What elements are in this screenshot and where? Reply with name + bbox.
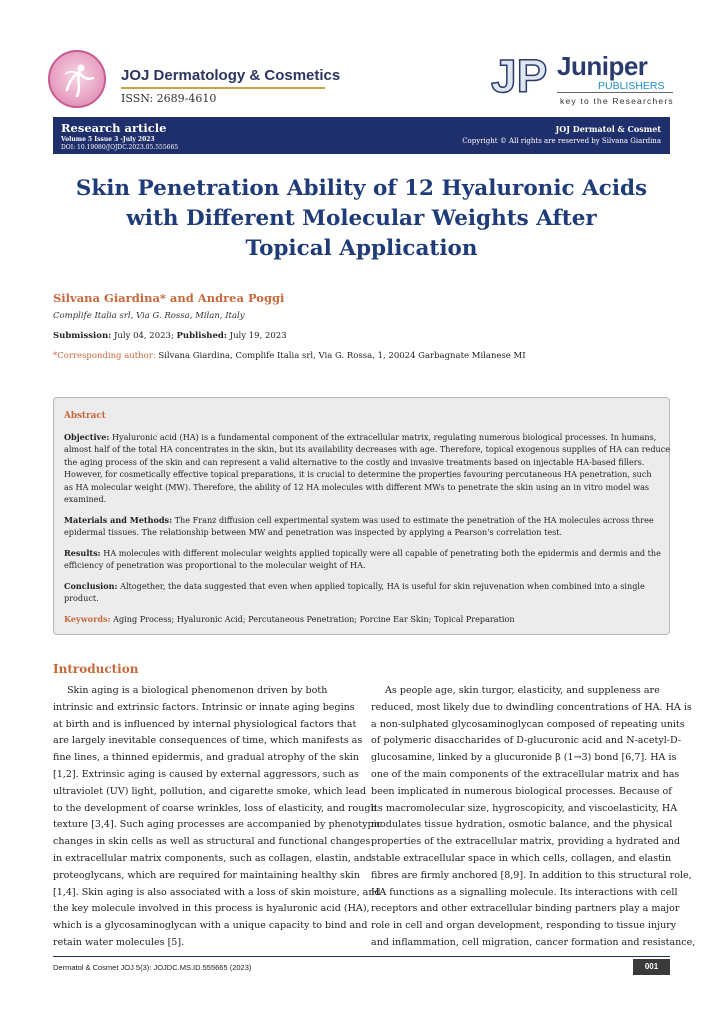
dancer-icon (59, 60, 99, 100)
logo-letters: JP (491, 50, 548, 98)
abstract-methods (64, 514, 661, 539)
abstract-line: The Franz diffusion cell experimental system was used to estimate the penetration of the HA molecules across three (174, 515, 654, 525)
body-line: intrinsic and extrinsic factors. Intrinsic or innate aging begins (53, 701, 355, 713)
keywords (64, 614, 515, 624)
body-line: are largely inevitable consequences of time, which manifests as (53, 735, 363, 747)
results-label: Results: (64, 548, 101, 558)
body-line: ultraviolet (UV) light, pollution, and cigarette smoke, which lead (53, 785, 367, 797)
body-line: and inflammation, cell migration, cancer formation and resistance, (371, 936, 696, 948)
volume-issue: Volume 5 Issue 3 -July 2023 (61, 136, 155, 143)
body-line: one of the main components of the extracellular matrix and has (371, 768, 680, 780)
abstract-line: the aging process of the skin and can represent a valid alternative to the costly and invasive treatments based on injectable HA-based fillers. (64, 456, 645, 467)
article-title (60, 174, 663, 264)
copyright: Copyright © All rights are reserved by Silvana Giardina (462, 137, 661, 145)
body-line: modulates tissue hydration, osmotic balance, and the physical (371, 819, 673, 831)
body-line: its macromolecular size, hygroscopicity, and viscoelasticity, HA (371, 802, 678, 814)
methods-label: Materials and Methods: (64, 515, 173, 525)
submission-date: July 04, 2023; (113, 331, 174, 341)
body-line: at birth and is influenced by internal physiological factors that (53, 718, 357, 730)
title-line: with Different Molecular Weights After (126, 206, 597, 231)
body-line: receptors and other extracellular binding partners play a major (371, 903, 680, 915)
footer-rule (53, 956, 670, 957)
abstract-line: efficiency of penetration was proportional to the molecular weight of HA. (64, 560, 366, 571)
body-line: changes in skin cells as well as structural and functional changes (53, 836, 371, 848)
abstract-line: epidermal tissues. The relationship between MW and penetration was inspected by applying a Pearson's correlation test. (64, 527, 563, 538)
article-type: Research article (61, 121, 167, 135)
publisher-sub: PUBLISHERS (598, 80, 665, 92)
published-date: July 19, 2023 (229, 331, 287, 341)
body-line: been implicated in numerous biological processes. Because of (371, 785, 672, 797)
body-line: As people age, skin turgor, elasticity, and suppleness are (385, 685, 660, 696)
body-line: [1,4]. Skin aging is also associated with a loss of skin moisture, and (53, 886, 381, 898)
dates (53, 331, 287, 341)
corresponding-text: Silvana Giardina, Complife Italia srl, Via G. Rossa, 1, 20024 Garbagnate Milanese MI (158, 351, 526, 361)
journal-title-rule (121, 87, 325, 89)
conclusion-label: Conclusion: (64, 581, 118, 591)
body-line: of polymeric disaccharides of D-glucuronic acid and N-acetyl-D- (371, 735, 682, 747)
journal-short-name: JOJ Dermatol & Cosmet (555, 124, 661, 134)
body-line: a non-sulphated glycosaminoglycan composed of repeating units (371, 718, 685, 730)
objective-label: Objective: (64, 432, 110, 442)
publisher-tagline: key to the Researchers (560, 96, 674, 106)
abstract-line: However, for cosmetically effective topical preparations, it is crucial to determine the properties favouring percutaneous HA penetration, such (64, 469, 652, 480)
body-line: glucosamine, linked by a glucuronide β (1→3) bond [6,7]. HA is (371, 752, 677, 764)
abstract-results (64, 547, 661, 572)
abstract-line: as HA molecular weight (MW). Therefore, the ability of 12 HA molecules with different MWs to penetrate the skin using an in vitro model was (64, 481, 650, 492)
abstract-line: Altogether, the data suggested that even when applied topically, HA is useful for skin rejuvenation when combined into a single (120, 581, 645, 591)
body-line: texture [3,4]. Such aging processes are accompanied by phenotypic (53, 819, 382, 831)
body-line: in extracellular matrix components, such as collagen, elastin, and (53, 852, 372, 864)
journal-logo (48, 50, 106, 108)
abstract-conclusion (64, 580, 661, 605)
abstract-objective (64, 431, 671, 505)
body-line: fine lines, a thinned epidermis, and gradual atrophy of the skin (53, 752, 359, 764)
footer-citation: Dermatol & Cosmet JOJ 5(3): JOJDC.MS.ID.555665 (2023) (53, 963, 252, 972)
body-line: retain water molecules [5]. (53, 936, 185, 948)
keywords-label: Keywords: (64, 614, 111, 624)
body-line: properties of the extracellular matrix, providing a hydrated and (371, 836, 681, 848)
introduction-heading: Introduction (53, 662, 139, 676)
corresponding-author (53, 351, 526, 361)
body-column-right (371, 683, 696, 952)
doi[interactable]: DOI: 10.19080/JOJDC.2023.05.555665 (61, 144, 179, 151)
journal-title: JOJ Dermatology & Cosmetics (121, 67, 341, 84)
article-info-band (53, 117, 670, 154)
abstract-line: product. (64, 593, 99, 604)
title-line: Skin Penetration Ability of 12 Hyaluronic Acids (75, 176, 648, 201)
published-label: Published: (176, 331, 227, 341)
body-line: the key molecule involved in this process is hyaluronic acid (HA), (53, 903, 370, 915)
page-number: 001 (633, 959, 670, 975)
body-line: stable extracellular space in which cells, collagen, and elastin (371, 852, 672, 864)
authors: Silvana Giardina* and Andrea Poggi (53, 291, 285, 305)
body-line: which is a glycosaminoglycan with a unique capacity to bind and (53, 920, 368, 932)
body-line: Skin aging is a biological phenomenon driven by both (67, 685, 328, 696)
body-line: fibres are firmly anchored [8,9]. In addition to this structural role, (371, 869, 692, 881)
abstract-heading: Abstract (64, 411, 106, 421)
body-line: [1,2]. Extrinsic aging is caused by external aggressors, such as (53, 768, 359, 780)
publisher-name: Juniper (557, 51, 648, 81)
abstract-line: examined. (64, 494, 107, 505)
abstract-line: HA molecules with different molecular weights applied topically were all capable of penetrating both the epidermis and dermis and the (103, 548, 661, 558)
title-line: Topical Application (245, 236, 478, 261)
abstract-line: Hyaluronic acid (HA) is a fundamental component of the extracellular matrix, regulating numerous biological processes. In humans, (111, 432, 657, 442)
body-line: reduced, most likely due to dwindling concentrations of HA. HA is (371, 701, 692, 713)
issn: ISSN: 2689-4610 (121, 92, 217, 105)
body-line: HA functions as a signalling molecule. Its interactions with cell (371, 886, 678, 898)
juniper-publishers-logo-icon (489, 50, 553, 98)
affiliation: Complife Italia srl, Via G. Rossa, Milan, Italy (53, 311, 245, 321)
body-line: role in cell and organ development, responding to tissue injury (371, 920, 677, 932)
body-line: proteoglycans, which are required for maintaining healthy skin (53, 869, 360, 881)
body-line: to the development of coarse wrinkles, loss of elasticity, and rough (53, 802, 377, 814)
body-column-left (53, 683, 382, 952)
publisher-rule (557, 92, 673, 93)
corresponding-label: *Corresponding author: (53, 351, 156, 361)
submission-label: Submission: (53, 331, 112, 341)
abstract-line: almost half of the total HA concentrates in the skin, but its availability decreases with age. Therefore, topical exogenous supplies of HA can reduce (64, 444, 671, 455)
keywords-text: Aging Process; Hyaluronic Acid; Percutaneous Penetration; Porcine Ear Skin; Topical Preparation (113, 614, 515, 624)
